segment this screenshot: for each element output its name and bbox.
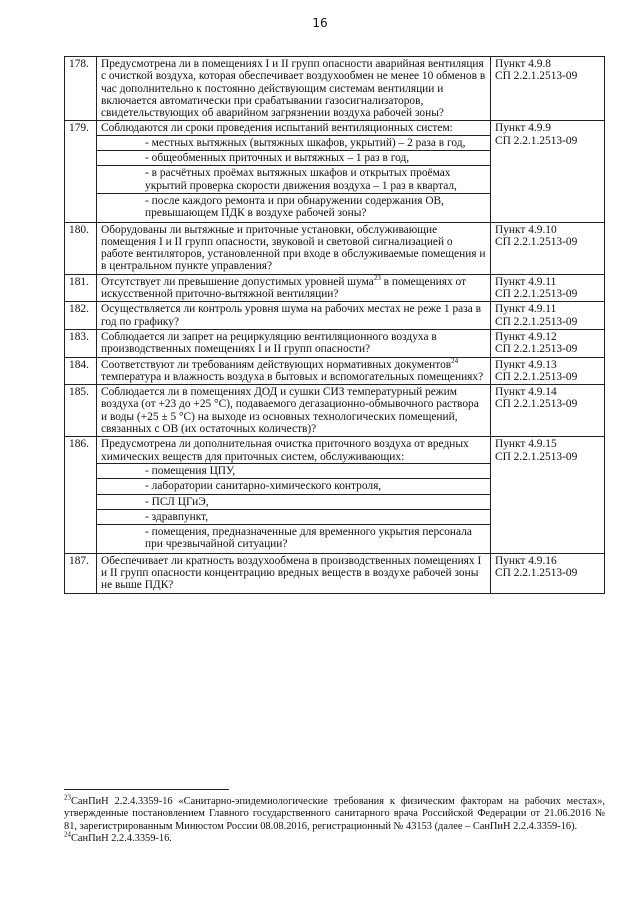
footnote-ref: 23	[373, 273, 381, 282]
table-row	[65, 357, 605, 385]
footnote-mark: 24	[64, 830, 71, 839]
question-text	[97, 274, 491, 302]
question-part: в помещениях от искусственной приточно-вытяжной вентиляции?	[101, 275, 467, 301]
question-text: Предусмотрена ли в помещениях I и II групп опасности аварийная вентиляция с очисткой воздуха, которая обеспечивает воздухообмен не менее 10 обменов в час дополнительно к постоянно действующим системам вентиляции и включается автоматически при срабатывании газосигнализаторов, свидетельствующих об аварийном загрязнении воздуха рабочей зоны?	[97, 57, 491, 121]
row-number: 179.	[65, 121, 97, 222]
question-text	[97, 357, 491, 385]
row-number: 181.	[65, 274, 97, 302]
table-row	[65, 222, 605, 274]
reference-clause: Пункт 4.9.16	[495, 554, 557, 567]
sub-item: - ПСЛ ЦГиЭ,	[97, 494, 490, 509]
reference-document: СП 2.2.1.2513-09	[495, 134, 578, 147]
row-number: 185.	[65, 385, 97, 437]
footnotes	[64, 793, 605, 845]
footnote-separator	[64, 789, 229, 790]
reference-cell	[491, 437, 605, 553]
question-part: Отсутствует ли превышение допустимых уровней шума	[101, 275, 374, 288]
checklist-table	[64, 56, 605, 594]
reference-document: СП 2.2.1.2513-09	[495, 315, 578, 328]
question-text	[97, 437, 491, 553]
reference-document: СП 2.2.1.2513-09	[495, 566, 578, 579]
sub-item: - после каждого ремонта и при обнаружении содержания ОВ, превышающем ПДК в воздухе рабочей зоны?	[97, 193, 490, 221]
reference-document: СП 2.2.1.2513-09	[495, 70, 578, 83]
reference-cell	[491, 357, 605, 385]
reference-document: СП 2.2.1.2513-09	[495, 288, 578, 301]
sub-item: - в расчётных проёмах вытяжных шкафов и открытых проёмах укрытий проверка скорости движения воздуха – 1 раз в квартал,	[97, 165, 490, 193]
reference-document: СП 2.2.1.2513-09	[495, 235, 578, 248]
reference-cell	[491, 302, 605, 330]
reference-clause: Пункт 4.9.10	[495, 223, 557, 236]
question-text: Осуществляется ли контроль уровня шума на рабочих местах не реже 1 раза в год по графику?	[97, 302, 491, 330]
row-number: 187.	[65, 553, 97, 593]
reference-document: СП 2.2.1.2513-09	[495, 398, 578, 411]
row-number: 180.	[65, 222, 97, 274]
table-row	[65, 437, 605, 553]
reference-clause: Пункт 4.9.8	[495, 58, 552, 70]
question-main: Соблюдаются ли сроки проведения испытаний вентиляционных систем:	[101, 122, 453, 135]
table-row	[65, 553, 605, 593]
row-number: 183.	[65, 329, 97, 357]
question-text	[97, 121, 491, 222]
question-text: Обеспечивает ли кратность воздухообмена в производственных помещениях I и II групп опасности концентрацию вредных веществ в воздухе рабочей зоны не выше ПДК?	[97, 553, 491, 593]
footnote-text: СанПиН 2.2.4.3359-16.	[71, 832, 172, 844]
reference-document: СП 2.2.1.2513-09	[495, 370, 578, 383]
reference-cell	[491, 57, 605, 121]
question-main: Предусмотрена ли дополнительная очистка приточного воздуха от вредных химических веществ для приточных систем, обслуживающих:	[101, 438, 469, 463]
footnote-text: СанПиН 2.2.4.3359-16 «Санитарно-эпидемиологические требования к физическим факторам на рабочих местах», утвержденные постановлением Главного государственного санитарного врача Российской Федерации от 21.06.2016 № 81, зарегистрированным Минюстом России 08.08.2016, регистрационный № 43153 (далее – СанПиН 2.2.4.3359-16).	[64, 796, 605, 832]
footnote-24	[64, 830, 605, 845]
reference-cell	[491, 274, 605, 302]
row-number: 186.	[65, 437, 97, 553]
footnote-23	[64, 793, 605, 833]
table-row	[65, 57, 605, 121]
reference-document: СП 2.2.1.2513-09	[495, 343, 578, 356]
table-row	[65, 121, 605, 222]
question-text: Соблюдается ли запрет на рециркуляцию вентиляционного воздуха в производственных помещениях I и II групп опасности?	[97, 329, 491, 357]
question-part: температура и влажность воздуха в бытовых и вспомогательных помещениях?	[101, 370, 484, 383]
reference-clause: Пункт 4.9.15	[495, 438, 557, 451]
row-number: 184.	[65, 357, 97, 385]
reference-document: СП 2.2.1.2513-09	[495, 450, 578, 463]
sub-item: - помещения, предназначенные для временного укрытия персонала при чрезвычайной ситуации?	[97, 524, 490, 552]
reference-clause: Пункт 4.9.13	[495, 358, 557, 371]
table-row	[65, 274, 605, 302]
page-number: 16	[312, 16, 328, 30]
sub-item: - местных вытяжных (вытяжных шкафов, укрытий) – 2 раза в год,	[97, 135, 490, 150]
reference-cell	[491, 329, 605, 357]
footnote-mark: 23	[64, 793, 71, 802]
sub-item: - общеобменных приточных и вытяжных – 1 раз в год,	[97, 150, 490, 165]
reference-clause: Пункт 4.9.14	[495, 386, 557, 399]
reference-cell	[491, 553, 605, 593]
reference-clause: Пункт 4.9.11	[495, 303, 557, 316]
reference-cell	[491, 222, 605, 274]
sub-item: - здравпункт,	[97, 509, 490, 524]
row-number: 182.	[65, 302, 97, 330]
table-row	[65, 302, 605, 330]
reference-cell	[491, 121, 605, 222]
row-number: 178.	[65, 57, 97, 121]
sub-item: - помещения ЦПУ,	[97, 463, 490, 478]
footnote-ref: 24	[451, 356, 459, 365]
table-row	[65, 329, 605, 357]
question-text: Соблюдается ли в помещениях ДОД и сушки СИЗ температурный режим воздуха (от +23 до +25 °С), подаваемого дегазационно-обмывочного раствора и воды (+25 ± 5 °С) на выходе из основных технологических помещений, связанных с ОВ (их остаточных количеств)?	[97, 385, 491, 437]
reference-clause: Пункт 4.9.12	[495, 330, 557, 343]
reference-clause: Пункт 4.9.9	[495, 122, 552, 135]
sub-item: - лаборатории санитарно-химического контроля,	[97, 478, 490, 493]
question-text: Оборудованы ли вытяжные и приточные установки, обслуживающие помещения I и II групп опасности, звуковой и световой сигнализацией о работе вентиляторов, установленной при входе в обслуживаемые помещения и в центральном пункте управления?	[97, 222, 491, 274]
reference-clause: Пункт 4.9.11	[495, 275, 557, 288]
table-row	[65, 385, 605, 437]
question-part: Соответствуют ли требованиям действующих нормативных документов	[101, 358, 452, 371]
reference-cell	[491, 385, 605, 437]
